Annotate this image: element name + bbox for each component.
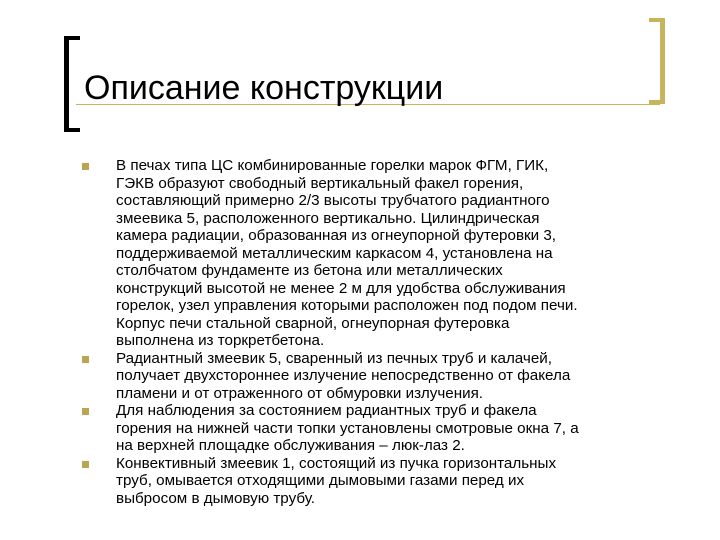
bullet-text: [116, 455, 682, 508]
bullet-line: В печах типа ЦС комбинированные горелки марок ФГМ, ГИК,: [116, 157, 549, 174]
bullet-line: столбчатом фундаменте из бетона или металлических: [116, 262, 503, 279]
bullet-line: получает двухстороннее излучение непосредственно от факела: [116, 367, 571, 384]
bullet-line: Корпус печи стальной сварной, огнеупорная футеровка: [116, 314, 510, 332]
bullet-item: [82, 350, 682, 403]
bullet-line: пламени и от отраженного от обмуровки излучения.: [116, 384, 484, 402]
bullet-item: [82, 157, 682, 350]
bullet-line: составляющий примерно 2/3 высоты трубчатого радиантного: [116, 192, 550, 209]
bullet-line: Для наблюдения за состоянием радиантных труб и факела: [116, 402, 537, 419]
bullet-line: поддерживаемой металлическим каркасом 4, установлена на: [116, 244, 553, 262]
bullet-item: [82, 455, 682, 508]
square-bullet-icon: [82, 461, 89, 468]
bullet-line: Конвективный змеевик 1, состоящий из пучка горизонтальных: [116, 454, 557, 472]
title-bracket-right: [660, 18, 665, 104]
bullet-text: [116, 157, 682, 350]
title-bracket-left: [64, 36, 69, 132]
bullet-list: [82, 157, 682, 507]
bullet-line: горения на нижней части топки установлены смотровые окна 7, а: [116, 419, 579, 437]
bullet-line: камера радиации, образованная из огнеупорной футеровки 3,: [116, 227, 557, 244]
bullet-line: на верхней площадке обслуживания – люк-лаз 2.: [116, 437, 465, 454]
bullet-line: конструкций высотой не менее 2 м для удобства обслуживания: [116, 279, 566, 297]
square-bullet-icon: [82, 408, 89, 415]
title-bracket-right-top: [649, 18, 665, 22]
bullet-line: Радиантный змеевик 5, сваренный из печных труб и калачей,: [116, 349, 552, 367]
title-bracket-left-top: [64, 36, 80, 40]
square-bullet-icon: [82, 163, 89, 170]
title-bracket-left-bottom: [64, 128, 80, 132]
bullet-line: труб, омывается отходящими дымовыми газами перед их: [116, 472, 525, 489]
bullet-line: выбросом в дымовую трубу.: [116, 489, 315, 507]
bullet-text: [116, 350, 682, 403]
bullet-line: выполнена из торкретбетона.: [116, 332, 325, 349]
square-bullet-icon: [82, 356, 89, 363]
bullet-text: [116, 402, 682, 455]
bullet-line: ГЭКВ образуют свободный вертикальный факел горения,: [116, 174, 524, 192]
bullet-item: [82, 402, 682, 455]
bullet-line: горелок, узел управления которыми расположен под подом печи.: [116, 297, 578, 314]
slide-title: Описание конструкции: [84, 69, 444, 107]
bullet-line: змеевика 5, расположенного вертикально. Цилиндрическая: [116, 209, 540, 227]
